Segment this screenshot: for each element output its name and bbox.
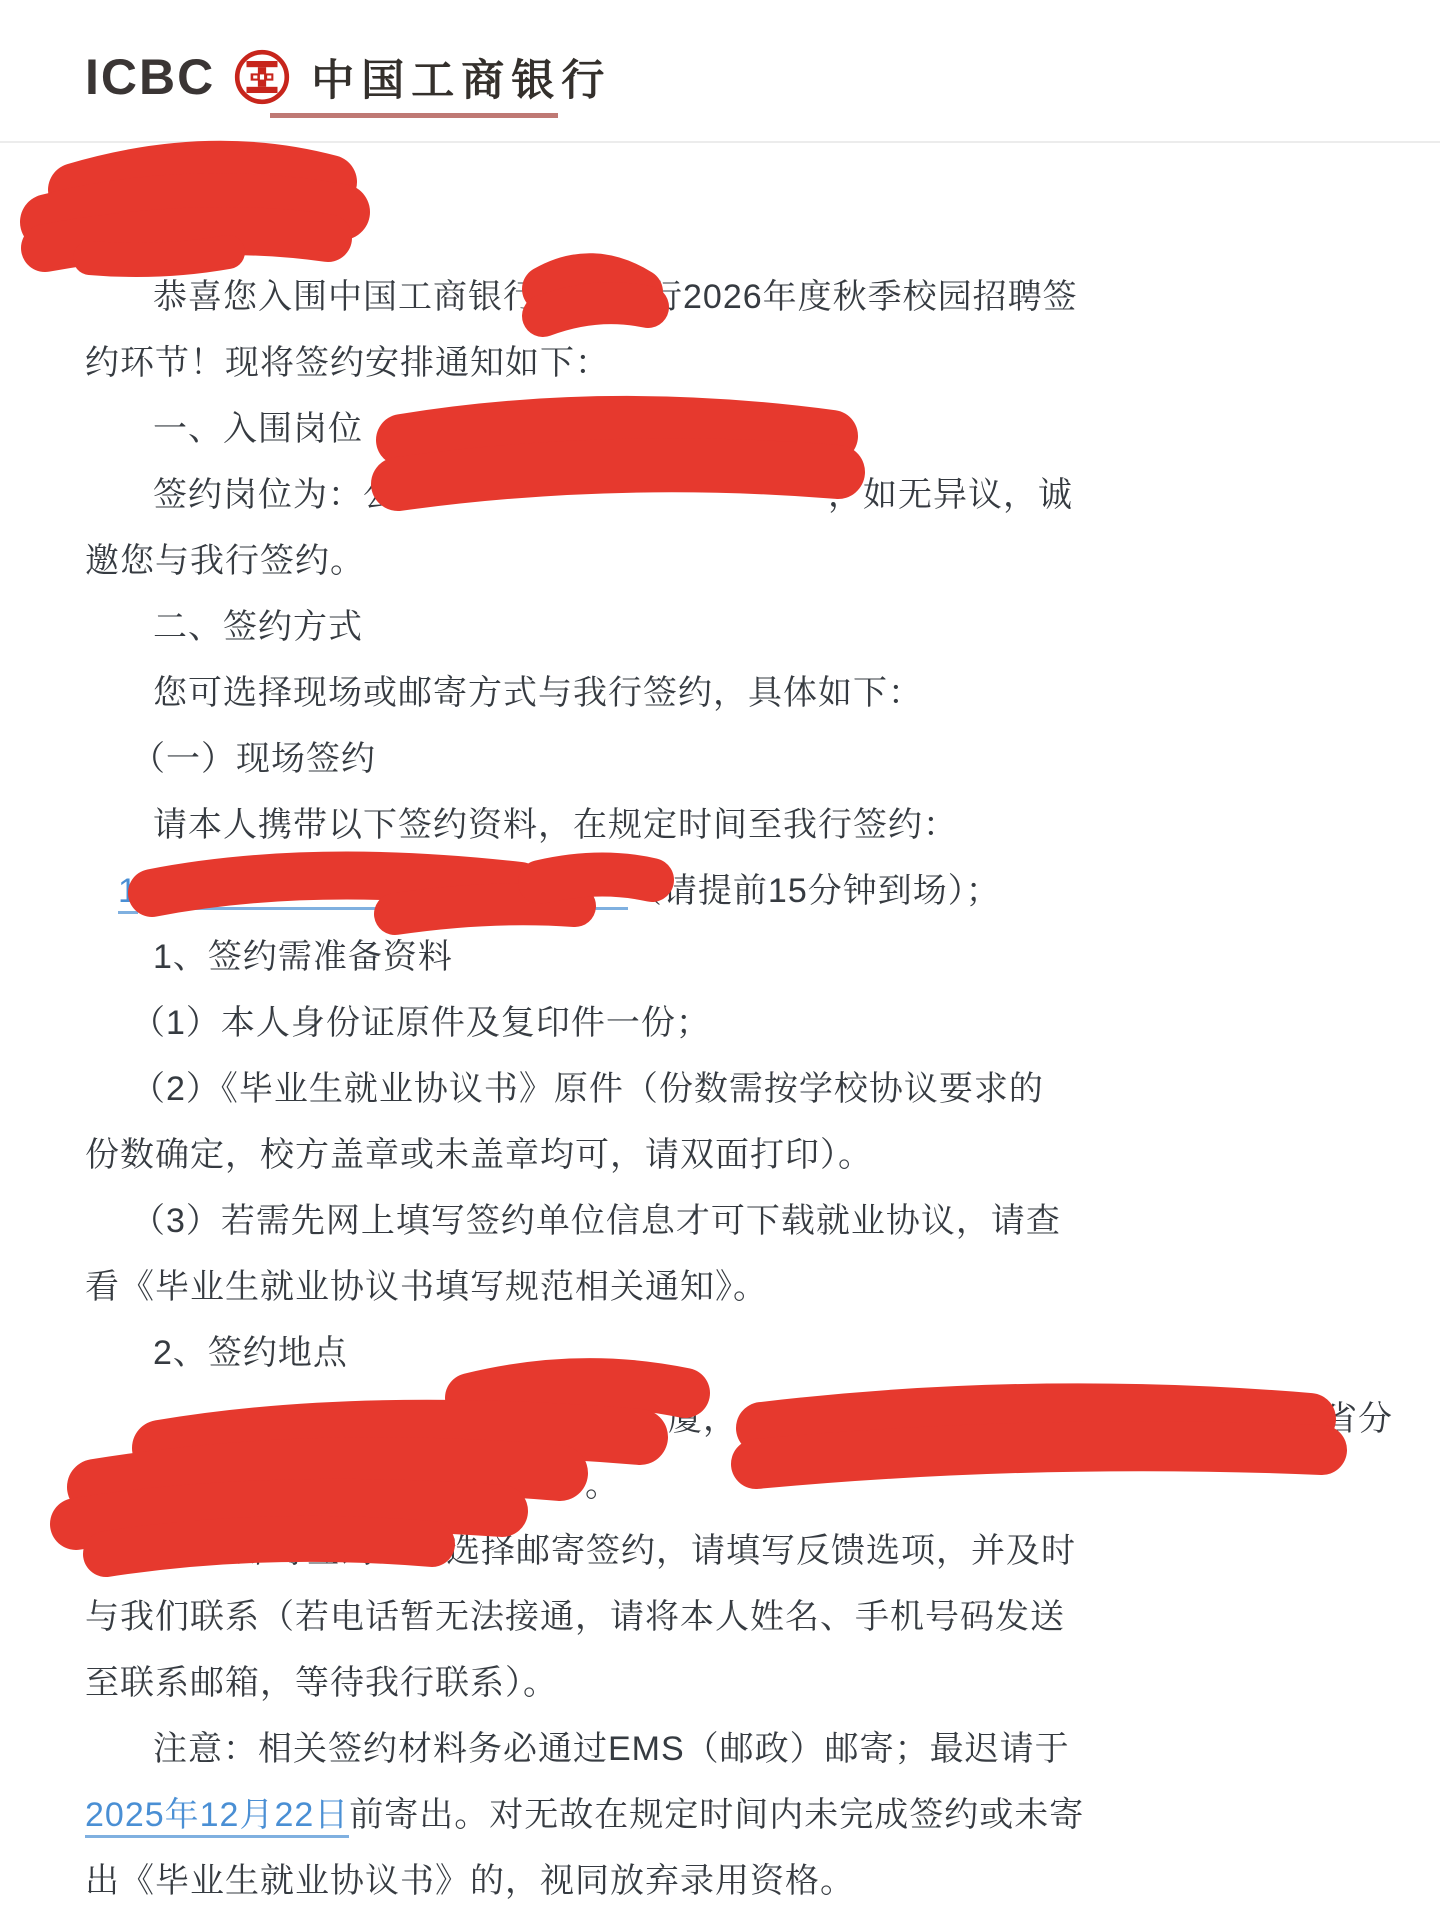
line-text: 1、签约需准备资料 (153, 938, 453, 976)
location-heading (85, 1320, 348, 1386)
notice-line (85, 990, 711, 1056)
line-text: （3）若需先网上填写签约单位信息才可下载就业协议，请查 (131, 1202, 1061, 1240)
line-text: 二、签约方式 (153, 608, 363, 646)
notice-line (85, 660, 923, 726)
line-text: （二）邮寄签约：如选择邮寄签约，请填写反馈选项，并及时 (131, 1532, 1076, 1570)
line-text: 一、入围岗位 (153, 410, 363, 448)
line-text: 注意：相关签约材料务必通过EMS（邮政）邮寄；最迟请于 (153, 1730, 1070, 1768)
line-text: ，如无异议，诚 (828, 476, 1073, 514)
redaction-stroke (402, 422, 832, 440)
line-text: 。 (585, 1466, 620, 1504)
onsite-signing-heading (85, 726, 376, 792)
line-text: （请提前15分钟到场）； (627, 872, 1001, 910)
brand-underline (270, 113, 558, 118)
address-line (85, 1452, 620, 1518)
deadline-date-link[interactable]: 2025年12月22日 (85, 1796, 349, 1838)
deadline-line (85, 1782, 1084, 1848)
line-text: 2、签约地点 (153, 1334, 348, 1372)
line-text: 请本人携带以下签约资料，在规定时间至我行签约： (153, 806, 958, 844)
bank-name: 中国工商银行 (311, 56, 612, 105)
line-text: 与我们联系（若电话暂无法接通，请将本人姓名、手机号码发送 (85, 1598, 1065, 1636)
line-text: 约环节！现将签约安排通知如下： (85, 344, 610, 382)
section-2-heading (85, 594, 363, 660)
section-1-heading (85, 396, 363, 462)
line-text: 省分 (1323, 1400, 1393, 1438)
line-text: 前寄出。对无故在规定时间内未完成签约或未寄 (349, 1796, 1085, 1834)
redacted-time-link[interactable] (443, 873, 628, 910)
notice-line (85, 1122, 873, 1188)
notice-line (85, 1650, 558, 1716)
notice-line (85, 528, 365, 594)
materials-heading (85, 924, 453, 990)
line-text: 至联系邮箱，等待我行联系）。 (85, 1664, 558, 1702)
notice-line (85, 792, 958, 858)
header-divider (0, 141, 1440, 143)
line-text: 恭喜您入围中国工商银行 (153, 278, 538, 316)
line-text: 大厦， (633, 1400, 738, 1438)
signing-time-line (85, 858, 1001, 924)
notice-line (85, 462, 1073, 528)
line-text: （一）现场签约 (131, 740, 376, 778)
icbc-logo-text: ICBC (85, 49, 216, 105)
notice-line (85, 1188, 1061, 1254)
line-text: 行2026年度秋季校园招聘签 (648, 278, 1078, 316)
icbc-header (85, 34, 611, 120)
icbc-emblem-icon (231, 46, 293, 108)
notice-line (85, 1848, 855, 1914)
notice-line (85, 264, 1078, 330)
line-text: 邀您与我行签约。 (85, 542, 365, 580)
notice-line (85, 1716, 1070, 1782)
line-text: 份数确定，校方盖章或未盖章均可，请双面打印）。 (85, 1136, 873, 1174)
notice-line (85, 1056, 1044, 1122)
redaction-stroke (45, 231, 328, 248)
address-line (85, 1386, 1393, 1452)
line-text: （1）本人身份证原件及复印件一份； (131, 1004, 711, 1042)
signing-date-link[interactable]: 1 (118, 872, 138, 914)
mail-signing-line (85, 1518, 1076, 1584)
redacted-date-link[interactable] (138, 873, 393, 910)
notice-line (85, 1254, 768, 1320)
notice-line (85, 1584, 1065, 1650)
line-text: 您可选择现场或邮寄方式与我行签约，具体如下： (153, 674, 923, 712)
line-text: 签约岗位为：公 (153, 476, 398, 514)
redaction-stroke (90, 252, 228, 260)
notice-line (85, 330, 610, 396)
redaction-stroke (75, 168, 330, 190)
line-text: 看《毕业生就业协议书填写规范相关通知》。 (85, 1268, 768, 1306)
redaction-stroke (48, 201, 342, 222)
line-text: 出《毕业生就业协议书》的，视同放弃录用资格。 (85, 1862, 855, 1900)
line-text: （2）《毕业生就业协议书》原件（份数需按学校协议要求的 (131, 1070, 1044, 1108)
